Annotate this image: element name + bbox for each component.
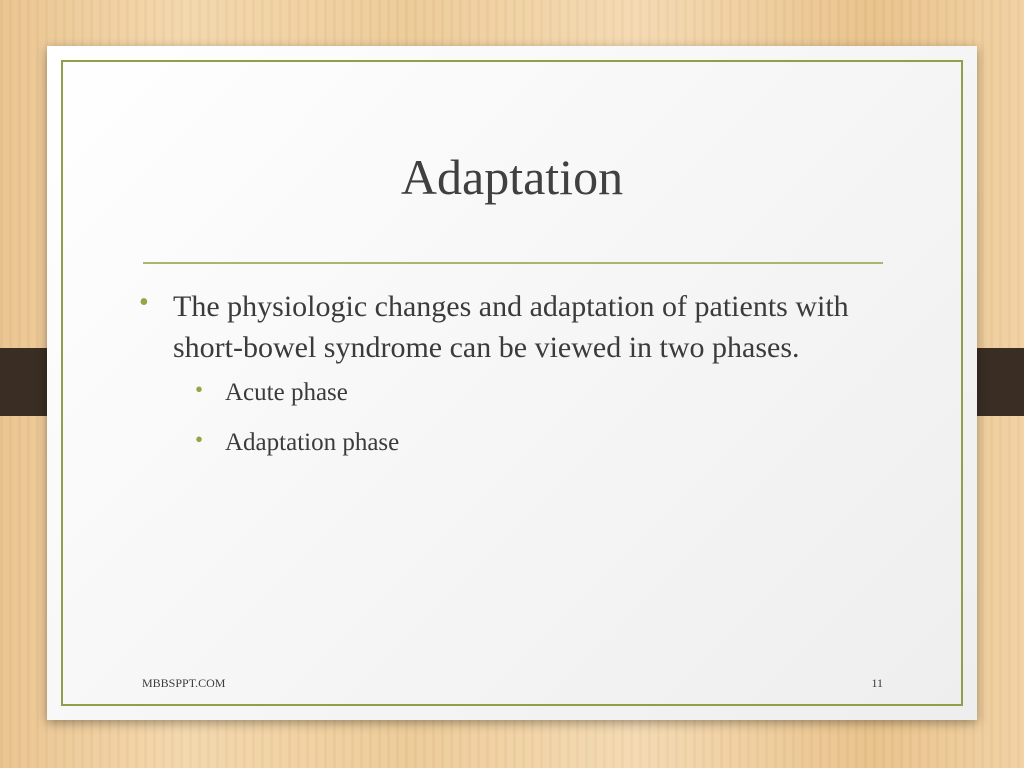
bullet-item	[139, 286, 879, 368]
bullet-dot-icon: •	[139, 287, 149, 318]
bullet-list	[139, 286, 879, 476]
sub-bullet-item	[195, 426, 879, 460]
title-divider	[143, 262, 883, 264]
sub-bullet-list	[195, 376, 879, 460]
bullet-dot-icon: •	[195, 427, 204, 452]
footer-source: MBBSPPT.COM	[142, 676, 226, 690]
slide	[47, 46, 977, 720]
bullet-dot-icon: •	[195, 377, 204, 402]
bullet-text: The physiologic changes and adaptation of patients with short-bowel syndrome can be viewed in two phases.	[173, 290, 849, 364]
sub-bullet-text: Acute phase	[225, 379, 348, 406]
slide-title: Adaptation	[400, 149, 624, 205]
sub-bullet-text: Adaptation phase	[225, 429, 400, 456]
sub-bullet-item	[195, 376, 879, 410]
slide-number: 11	[871, 676, 883, 690]
